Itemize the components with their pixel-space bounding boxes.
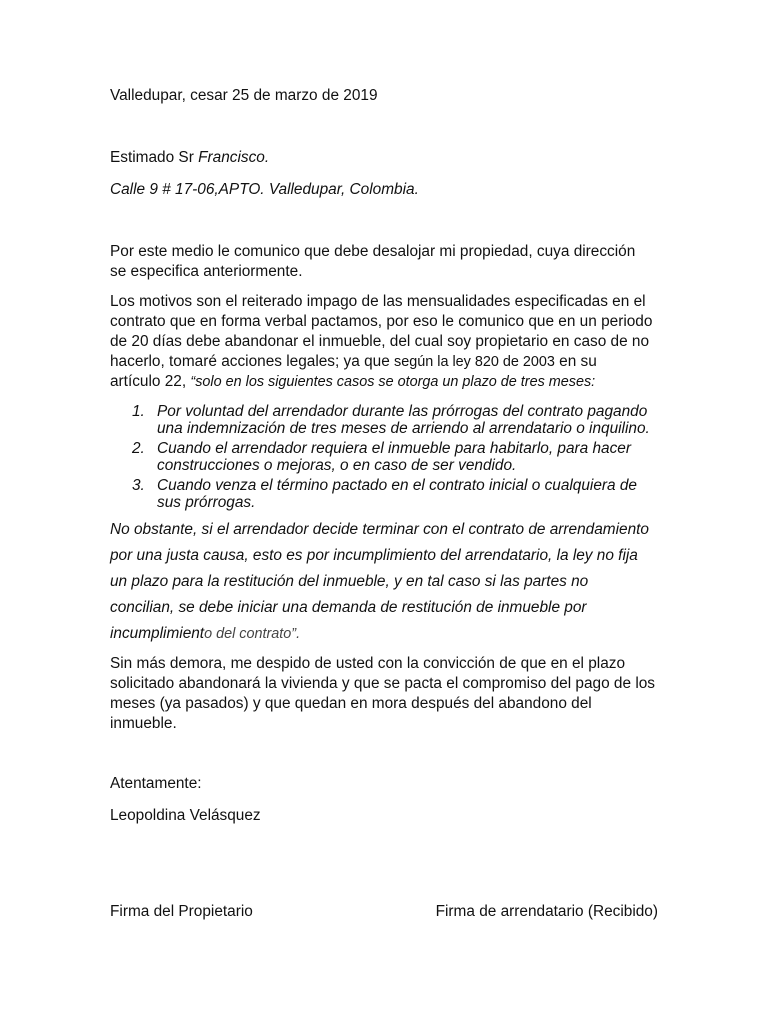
greeting-prefix: Estimado Sr (110, 149, 199, 166)
farewell-line: solicitado abandonará la vivienda y que se pacta el compromiso del pago de los (110, 675, 655, 692)
farewell-line: meses (ya pasados) y que quedan en mora después del abandono del (110, 695, 592, 712)
list-item (110, 440, 670, 474)
intro-paragraph (110, 242, 658, 282)
place-date: Valledupar, cesar 25 de marzo de 2019 (110, 87, 378, 104)
motives-line (110, 352, 658, 372)
signature-owner-label: Firma del Propietario (110, 903, 253, 920)
motives-paragraph (110, 292, 658, 392)
intro-line: se especifica anteriormente. (110, 263, 303, 280)
motives-line: contrato que en forma verbal pactamos, por eso le comunico que en un periodo (110, 313, 653, 330)
closing-line (110, 621, 670, 647)
farewell-line: inmueble. (110, 715, 177, 732)
farewell-paragraph (110, 654, 658, 734)
closing-last-b: o del contrato”. (204, 626, 301, 642)
list-item (110, 477, 670, 511)
motives-line: de 20 días debe abandonar el inmueble, del cual soy propietario en caso de no (110, 333, 650, 350)
closing-line: No obstante, si el arrendador decide terminar con el contrato de arrendamiento (110, 521, 649, 538)
closing-line: concilian, se debe iniciar una demanda de restitución de inmueble por (110, 599, 587, 616)
closing-quote-paragraph (110, 517, 670, 647)
list-item-number: 2. (132, 440, 145, 457)
signer-name: Leopoldina Velásquez (110, 807, 261, 824)
law-reference: según la ley 820 de 2003 (394, 354, 555, 370)
list-item-line: Cuando el arrendador requiera el inmueble para habitarlo, para hacer (157, 440, 631, 457)
signature-tenant-label: Firma de arrendatario (Recibido) (435, 903, 658, 920)
motives-line: Los motivos son el reiterado impago de las mensualidades especificadas en el (110, 293, 646, 310)
list-item-number: 1. (132, 403, 145, 420)
intro-line: Por este medio le comunico que debe desalojar mi propiedad, cuya dirección (110, 243, 636, 260)
motives-line-end: en su (554, 353, 597, 370)
article-prefix: artículo 22, (110, 373, 191, 390)
farewell-line: Sin más demora, me despido de usted con la convicción de que en el plazo (110, 655, 626, 672)
article-quote: “solo en los siguientes casos se otorga un plazo de tres meses: (190, 374, 596, 390)
list-item-number: 3. (132, 477, 145, 494)
list-item (110, 403, 670, 437)
closing-line: por una justa causa, esto es por incumplimiento del arrendatario, la ley no fija (110, 547, 638, 564)
sign-off: Atentamente: (110, 775, 202, 792)
motives-line-start: hacerlo, tomaré acciones legales; ya que (110, 353, 395, 370)
list-item-line: una indemnización de tres meses de arriendo al arrendatario o inquilino. (157, 420, 650, 437)
recipient-address: Calle 9 # 17-06,APTO. Valledupar, Colombia. (110, 181, 419, 198)
list-item-line: Por voluntad del arrendador durante las prórrogas del contrato pagando (157, 403, 648, 420)
article-line (110, 372, 658, 392)
closing-last-a: incumplimient (110, 625, 205, 642)
reasons-list (110, 403, 670, 514)
greeting-name: Francisco. (198, 149, 270, 166)
list-item-line: Cuando venza el término pactado en el contrato inicial o cualquiera de (157, 477, 637, 494)
list-item-line: sus prórrogas. (157, 494, 256, 511)
list-item-line: construcciones o mejoras, o en caso de ser vendido. (157, 457, 517, 474)
closing-line: un plazo para la restitución del inmueble, y en tal caso si las partes no (110, 573, 589, 590)
greeting (110, 148, 269, 167)
